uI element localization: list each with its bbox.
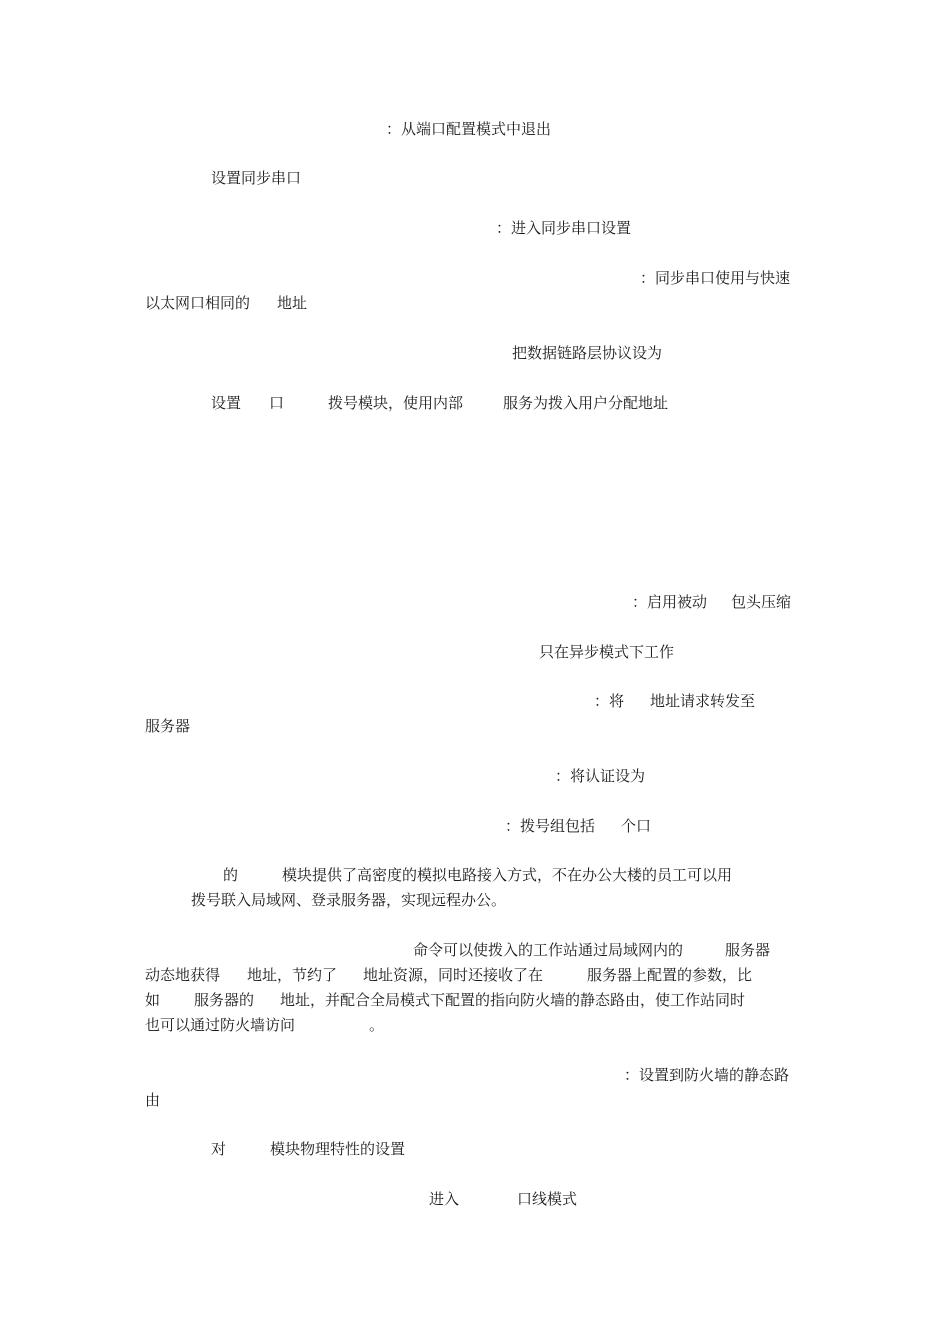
text-span: 服务器上配置的参数，比 (587, 966, 753, 984)
text-span: ：启用被动 (632, 593, 708, 611)
text-span: ：设置到防火墙的静态路 (624, 1066, 790, 1084)
text-span: 服务器 (145, 717, 191, 735)
paragraph-line (413, 938, 770, 963)
text-span: 动态地获得 (145, 966, 221, 984)
text-span: 服务为拨入用户分配地址 (503, 394, 669, 412)
text-span: ：将 (594, 692, 625, 710)
text-span: ：将认证设为 (555, 767, 646, 785)
text-span: 包头压缩 (731, 593, 792, 611)
text-line (632, 590, 791, 615)
text-span: 地址，节约了 (247, 966, 338, 984)
text-span: 由 (145, 1091, 161, 1109)
text-span: 模块提供了高密度的模拟电路接入方式，不在办公大楼的员工可以用 (282, 866, 733, 884)
section-heading (211, 1137, 405, 1162)
paragraph-line (145, 1013, 384, 1038)
text-span: 的 (223, 866, 239, 884)
text-span: ：从端口配置模式中退出 (386, 120, 552, 138)
text-line (145, 291, 307, 316)
text-span: 进入 (429, 1190, 460, 1208)
text-span: 地址请求转发至 (650, 692, 756, 710)
text-line (594, 689, 755, 714)
text-span: 也可以通过防火墙访问 (145, 1016, 296, 1034)
text-line (539, 640, 674, 665)
text-span: 拨号联入局域网、登录服务器，实现远程办公。 (191, 891, 507, 909)
text-line (386, 117, 551, 142)
text-span: 服务器 (725, 941, 771, 959)
text-span: 地址，并配合全局模式下配置的指向防火墙的静态路由，使工作站同时 (280, 991, 746, 1009)
text-span: 拨号模块，使用内部 (328, 394, 464, 412)
text-line (624, 1063, 789, 1088)
text-line (555, 764, 645, 789)
text-span: 口线模式 (517, 1190, 578, 1208)
text-span: 设置同步串口 (211, 169, 302, 187)
paragraph-line (191, 888, 506, 913)
text-span: 地址 (277, 294, 308, 312)
text-span: 把数据链路层协议设为 (512, 344, 663, 362)
text-line (145, 714, 190, 739)
paragraph-line (145, 988, 745, 1013)
text-span: 口 (269, 394, 285, 412)
text-span: 服务器的 (194, 991, 255, 1009)
paragraph-line (145, 963, 752, 988)
text-span: 对 (211, 1140, 227, 1158)
text-span: 地址资源，同时还接收了在 (363, 966, 544, 984)
text-span: 。 (369, 1016, 385, 1034)
text-span: 模块物理特性的设置 (270, 1140, 406, 1158)
text-line (505, 814, 651, 839)
text-line (145, 1088, 160, 1113)
text-span: 以太网口相同的 (145, 294, 251, 312)
text-span: 只在异步模式下工作 (539, 643, 675, 661)
section-heading (211, 391, 668, 416)
text-span: 个口 (621, 817, 652, 835)
paragraph-line (223, 863, 732, 888)
text-span: ：进入同步串口设置 (496, 219, 632, 237)
text-span: 设置 (211, 394, 242, 412)
text-span: 命令可以使拨入的工作站通过局域网内的 (413, 941, 684, 959)
text-span: ：同步串口使用与快速 (640, 269, 791, 287)
text-span: 如 (145, 991, 161, 1009)
text-line (496, 216, 631, 241)
text-line (512, 341, 662, 366)
section-heading (211, 166, 301, 191)
text-span: ：拨号组包括 (505, 817, 596, 835)
text-line (640, 266, 790, 291)
text-line (429, 1187, 577, 1212)
